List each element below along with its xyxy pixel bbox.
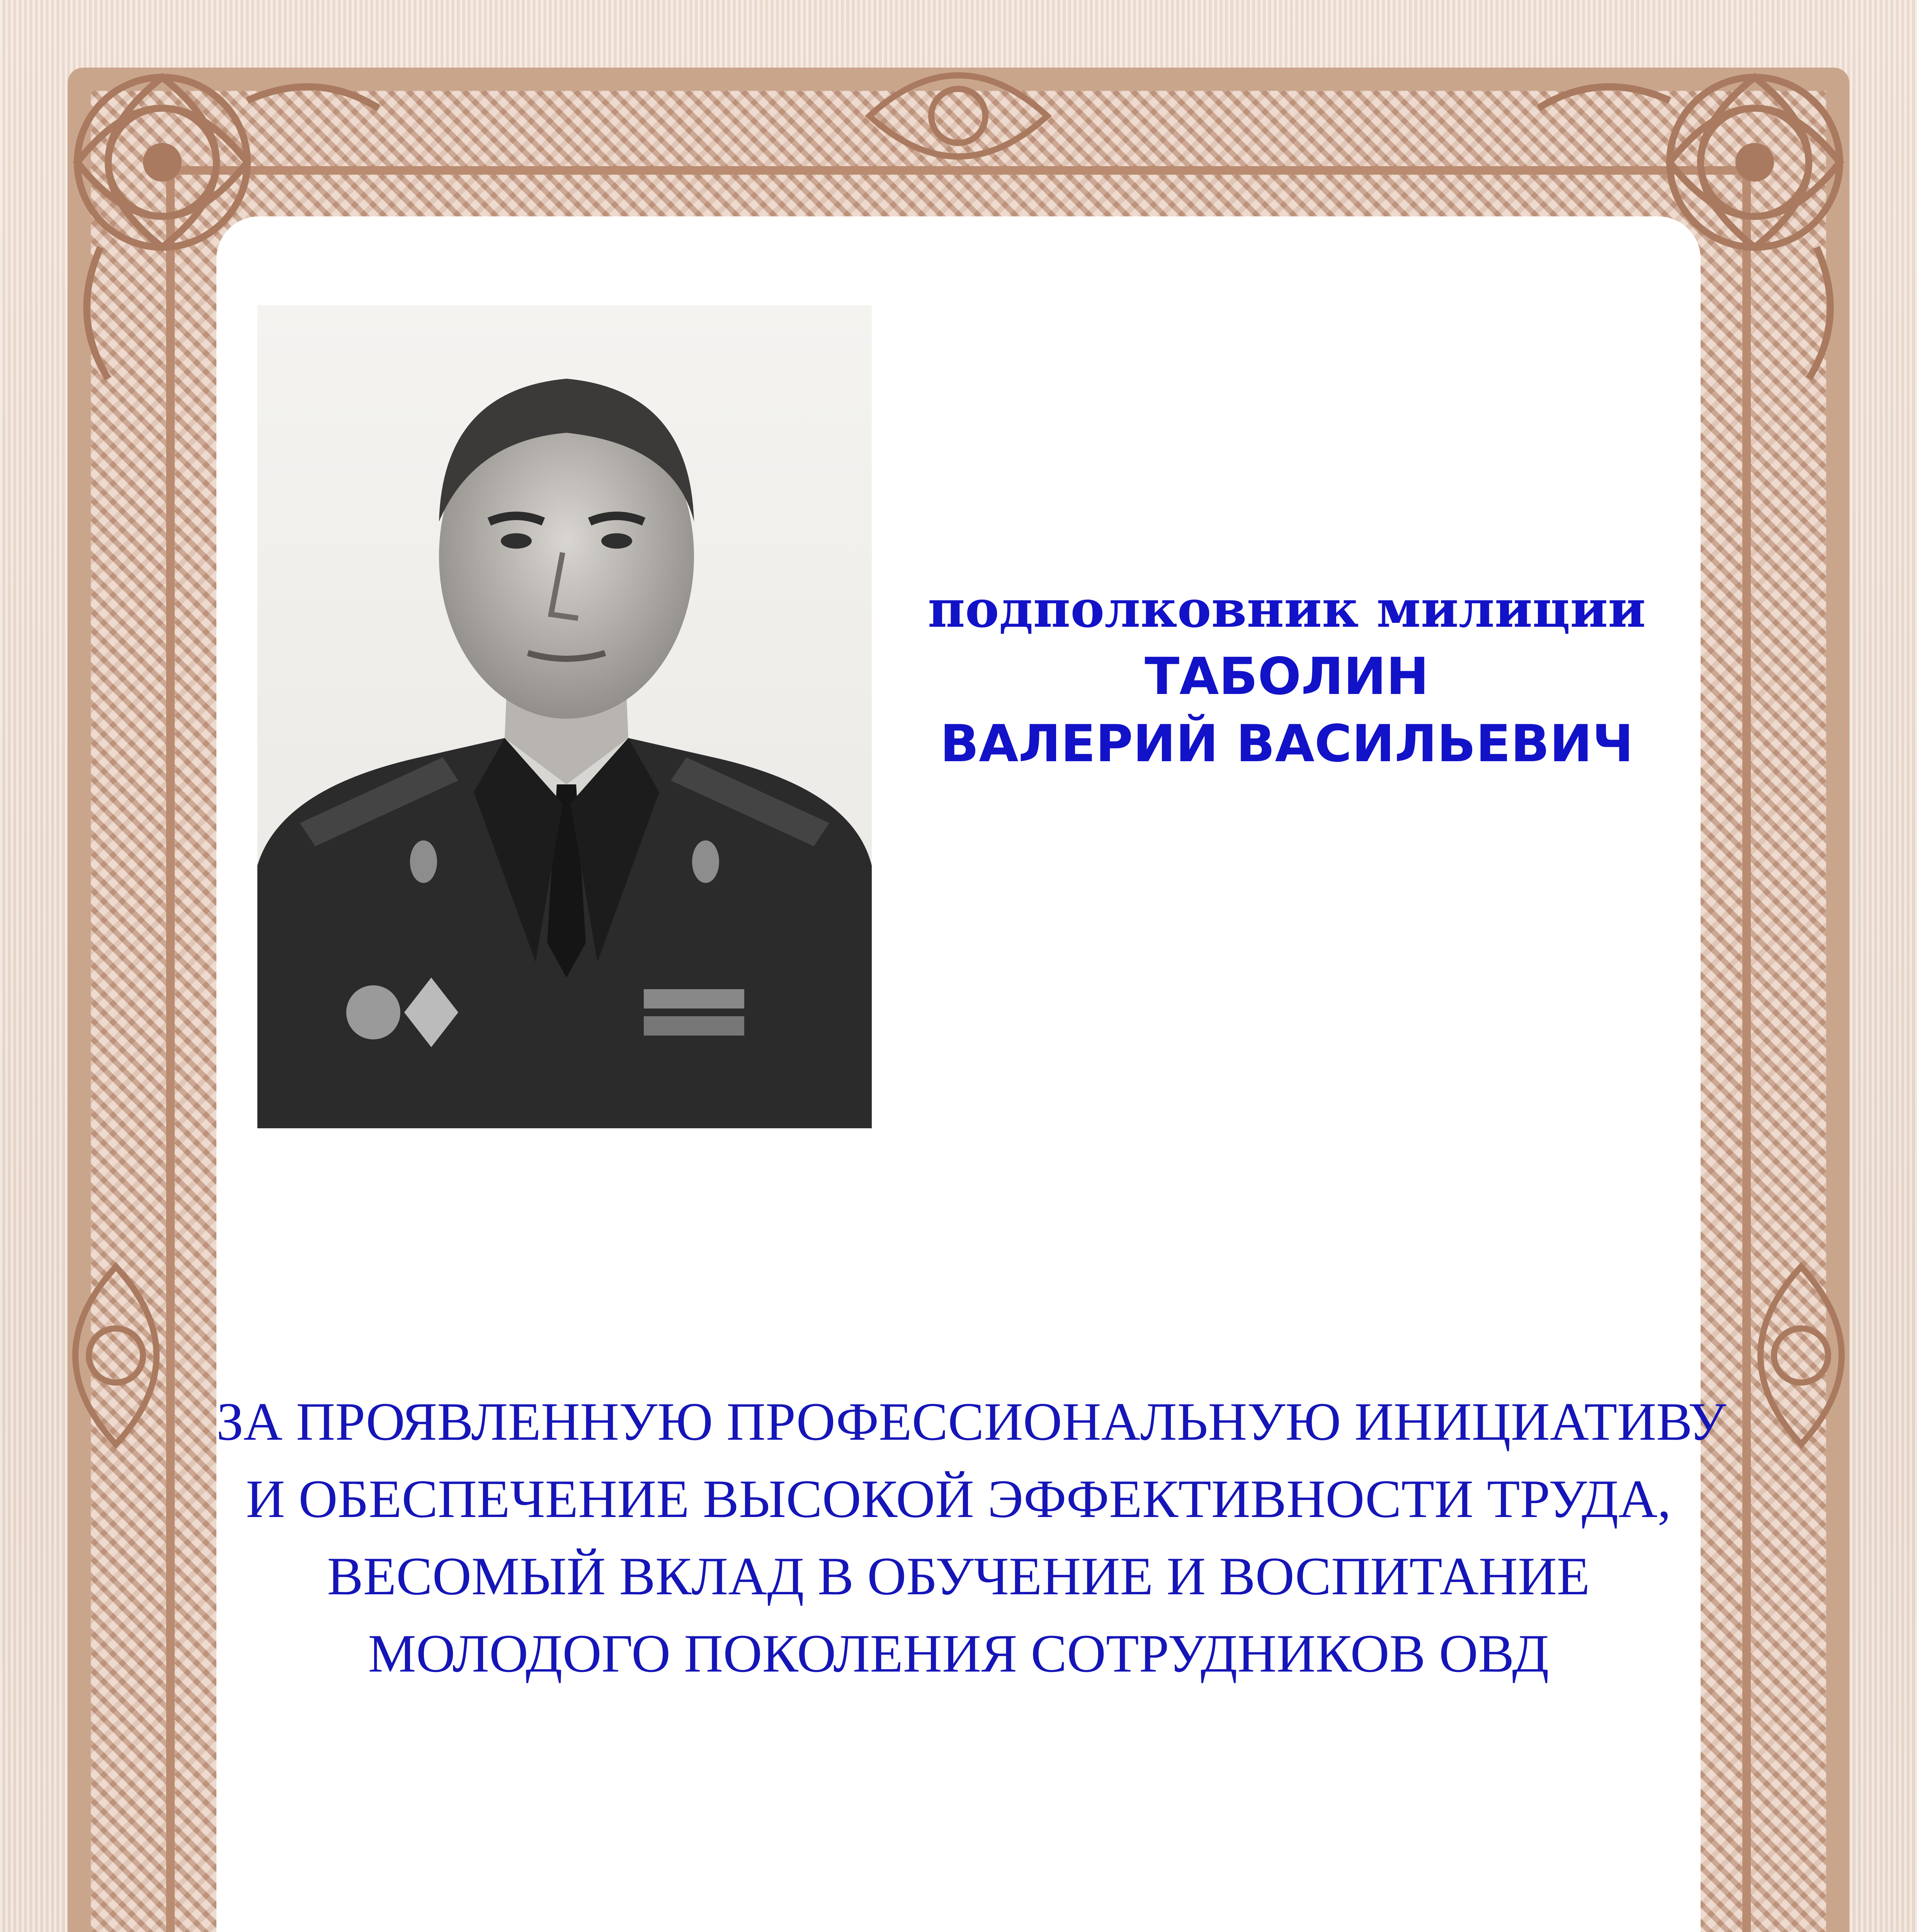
rank: подполковник милиции <box>927 579 1646 639</box>
citation-line: И ОБЕСПЕЧЕНИЕ ВЫСОКОЙ ЭФФЕКТИВНОСТИ ТРУДА, <box>246 1469 1671 1529</box>
portrait-photo <box>257 305 872 1128</box>
citation-text <box>216 1383 1726 1692</box>
citation-line: ВЕСОМЫЙ ВКЛАД В ОБУЧЕНИЕ И ВОСПИТАНИЕ <box>327 1546 1590 1606</box>
surname: ТАБОЛИН <box>1145 647 1429 707</box>
left-ornament-icon <box>58 1259 174 1452</box>
right-ornament-icon <box>1743 1259 1859 1452</box>
recipient-heading <box>900 576 1673 778</box>
citation-line: МОЛОДОГО ПОКОЛЕНИЯ СОТРУДНИКОВ ОВД <box>368 1624 1549 1684</box>
citation-line: ЗА ПРОЯВЛЕННУЮ ПРОФЕССИОНАЛЬНУЮ ИНИЦИАТИВУ <box>216 1392 1726 1452</box>
top-ornament-icon <box>862 58 1055 174</box>
given-names: ВАЛЕРИЙ ВАСИЛЬЕВИЧ <box>940 714 1634 774</box>
portrait-photo-icon <box>257 305 872 1128</box>
